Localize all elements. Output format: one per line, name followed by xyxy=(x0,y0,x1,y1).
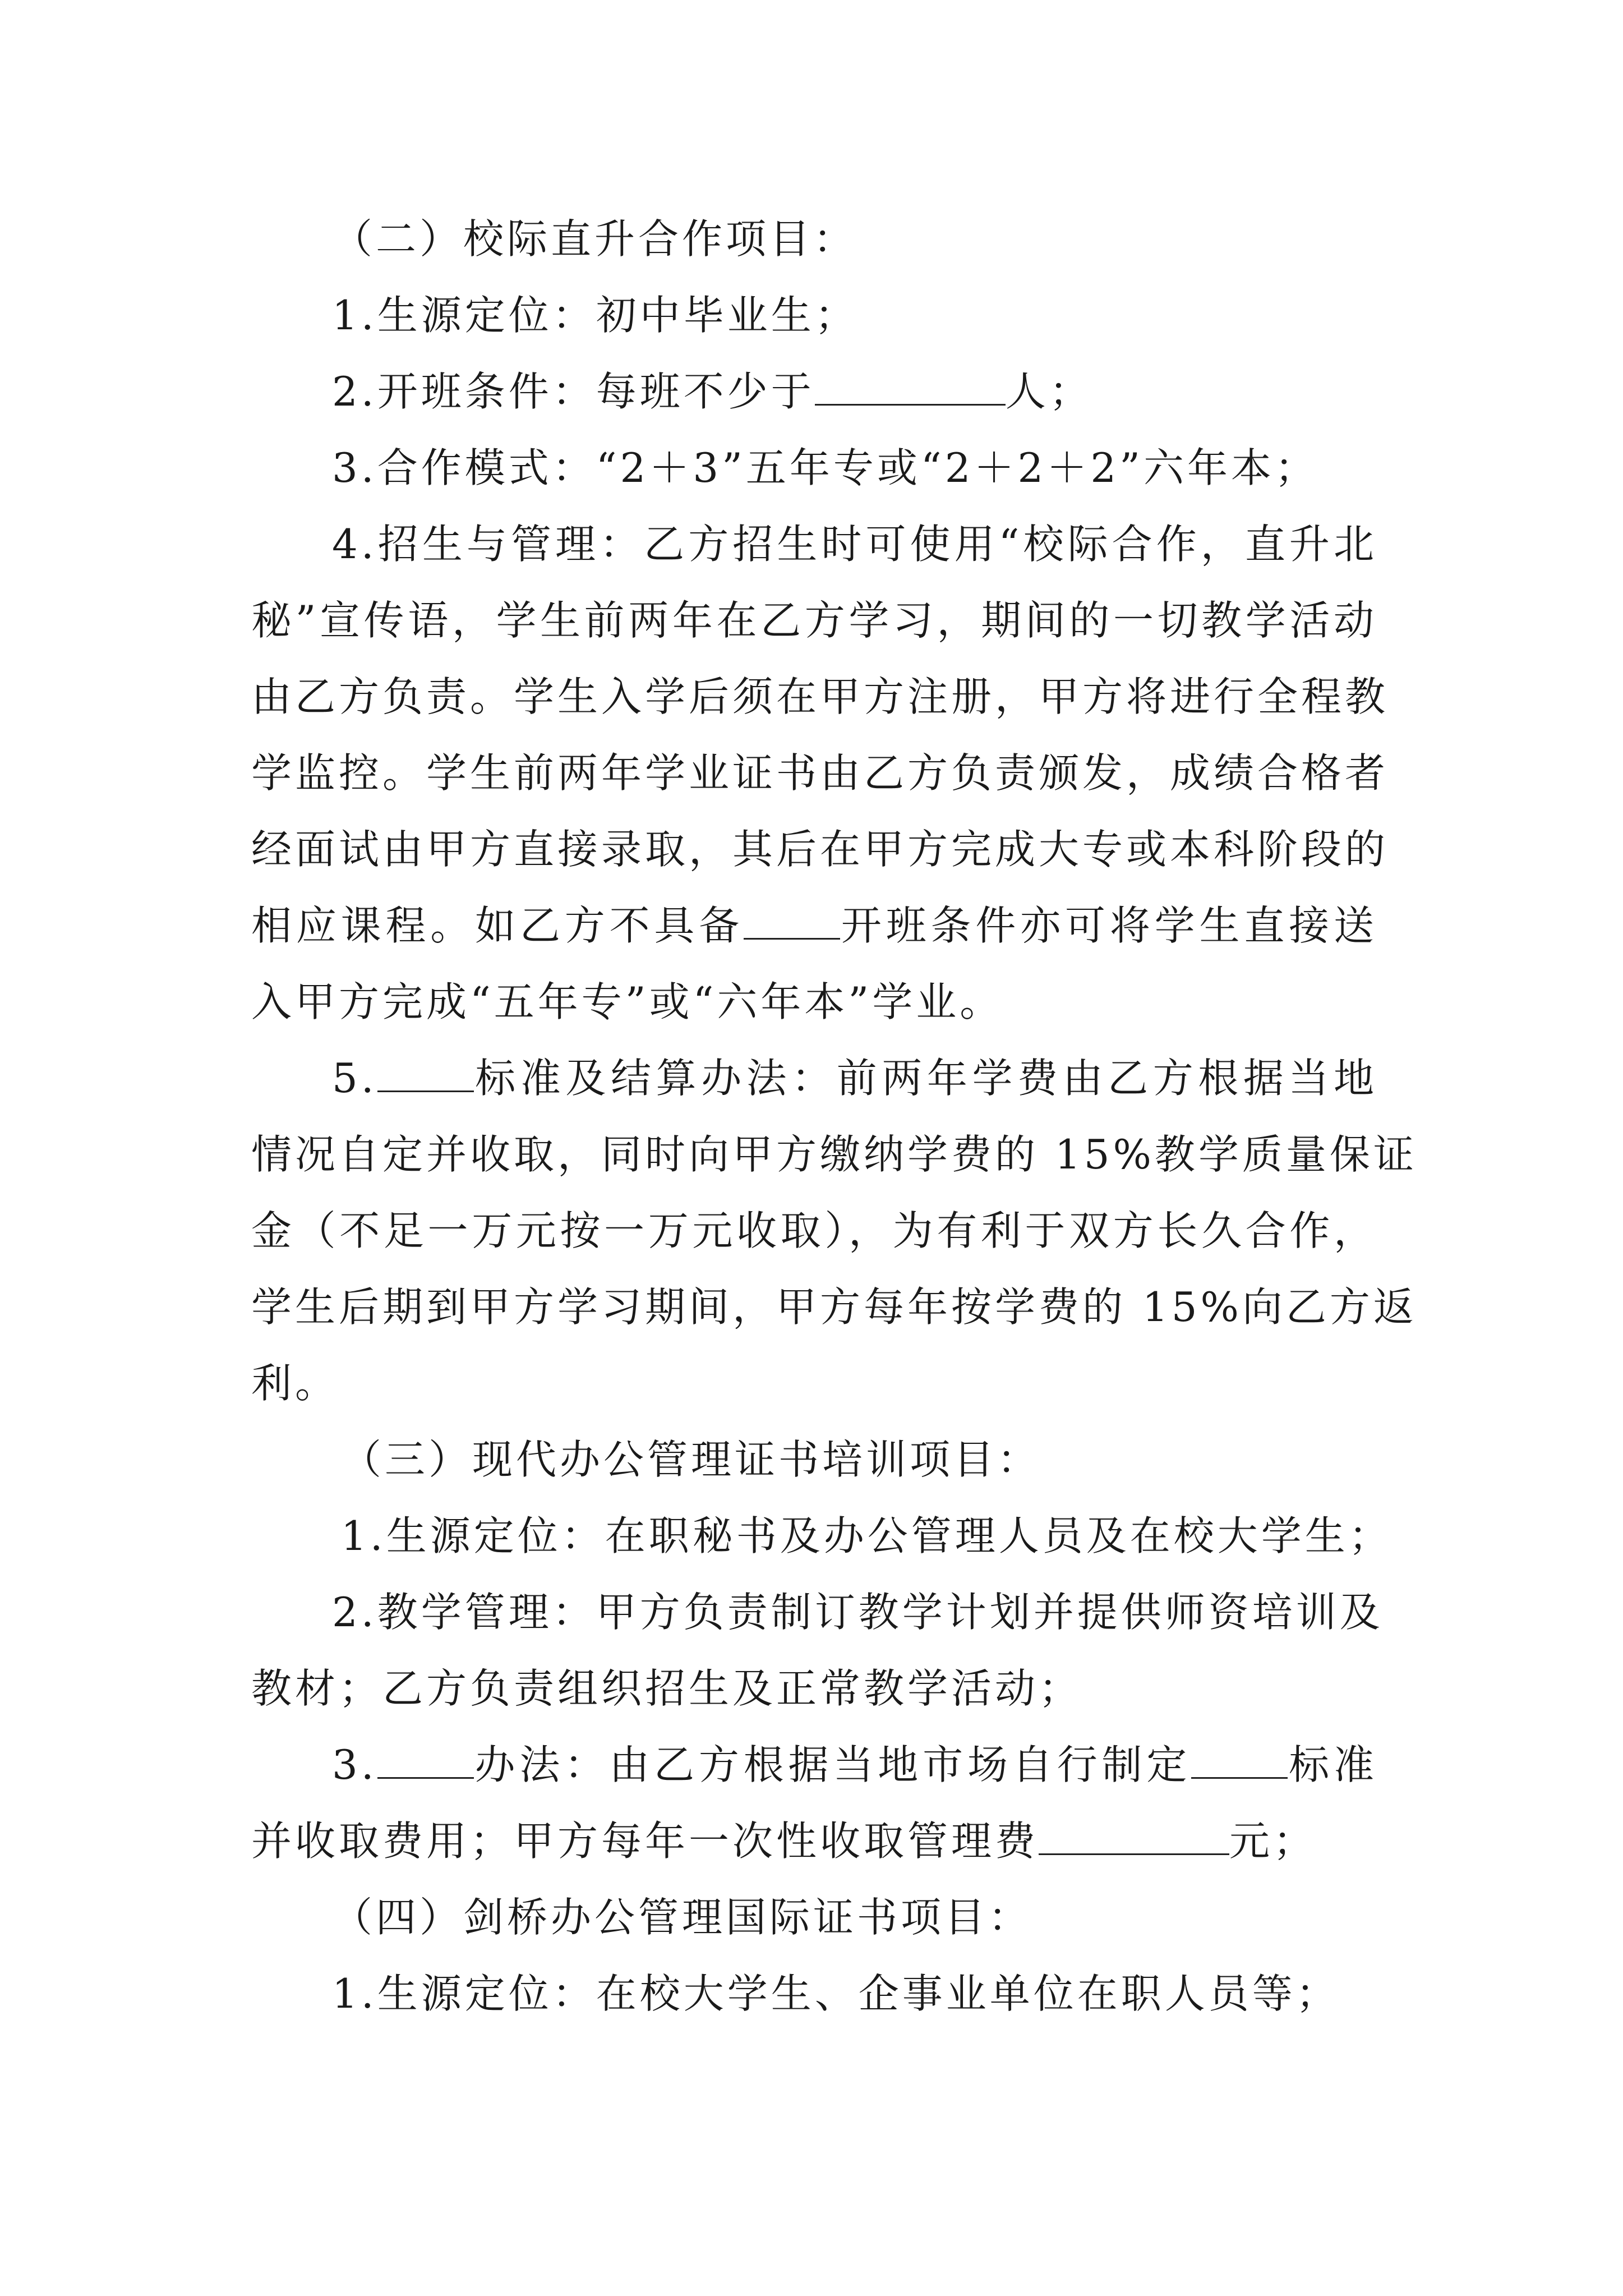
paragraph-line xyxy=(251,1269,1417,1345)
paragraph-text: 入甲方完成“五年专”或“六年本”学业。 xyxy=(251,978,1004,1025)
list-item-text: 1.生源定位：在职秘书及办公管理人员及在校大学生； xyxy=(341,1512,1393,1559)
section-heading-2 xyxy=(251,201,1377,277)
list-item-text: 人； xyxy=(1005,368,1093,415)
section-heading-4 xyxy=(251,1879,1377,1955)
paragraph-text: 金（不足一万元按一万元收取），为有利于双方长久合作， xyxy=(251,1207,1377,1254)
fill-blank[interactable] xyxy=(1039,1820,1229,1855)
list-item-text: 1.生源定位：初中毕业生； xyxy=(332,292,859,339)
paragraph-text: 办法：由乙方根据当地市场自行制定 xyxy=(473,1741,1192,1788)
document-page xyxy=(251,201,1417,2032)
list-item xyxy=(251,1955,1377,2032)
paragraph-text: 相应课程。如乙方不具备 xyxy=(251,902,744,949)
paragraph-line xyxy=(251,811,1389,887)
paragraph-text: 经面试由甲方直接录取，其后在甲方完成大专或本科阶段的 xyxy=(251,826,1389,873)
fill-blank[interactable] xyxy=(815,370,1006,406)
list-item xyxy=(251,353,1377,430)
paragraph-text: 并收取费用；甲方每年一次性收取管理费 xyxy=(251,1818,1039,1865)
paragraph-text: 利。 xyxy=(251,1360,339,1407)
list-item-text: 3.合作模式：“2＋3”五年专或“2＋2＋2”六年本； xyxy=(332,444,1318,491)
paragraph-text: 开班条件亦可将学生直接送 xyxy=(840,902,1377,949)
list-item-text: 1.生源定位：在校大学生、企事业单位在职人员等； xyxy=(332,1970,1340,2017)
paragraph-text: 标准及结算办法：前两年学费由乙方根据当地 xyxy=(473,1055,1377,1102)
fill-blank[interactable] xyxy=(744,904,840,940)
paragraph-text: 元； xyxy=(1229,1818,1317,1865)
section-heading-3 xyxy=(251,1421,1377,1498)
paragraph-line xyxy=(251,1574,1384,1650)
paragraph-text: 秘”宣传语，学生前两年在乙方学习，期间的一切教学活动 xyxy=(251,597,1377,644)
paragraph-line xyxy=(251,1040,1377,1116)
paragraph-text: 2.教学管理：甲方负责制订教学计划并提供师资培训及 xyxy=(332,1589,1384,1636)
paragraph-line xyxy=(251,1650,1377,1727)
fill-blank[interactable] xyxy=(1191,1743,1288,1779)
list-item xyxy=(251,277,1377,353)
paragraph-line xyxy=(251,887,1377,964)
paragraph-line xyxy=(251,659,1389,735)
paragraph-line xyxy=(251,964,1377,1040)
paragraph-line xyxy=(251,1345,1377,1421)
list-item-text: 2.开班条件：每班不少于 xyxy=(332,368,815,415)
paragraph-text: 教材；乙方负责组织招生及正常教学活动； xyxy=(251,1665,1083,1712)
fill-blank[interactable] xyxy=(377,1743,474,1779)
paragraph-text: 情况自定并收取，同时向甲方缴纳学费的 15%教学质量保证 xyxy=(251,1131,1417,1178)
paragraph-line xyxy=(251,582,1377,659)
paragraph-text: 由乙方负责。学生入学后须在甲方注册，甲方将进行全程教 xyxy=(251,673,1389,720)
paragraph-text: 学监控。学生前两年学业证书由乙方负责颁发，成绩合格者 xyxy=(251,749,1389,797)
paragraph-text: 5. xyxy=(332,1055,377,1102)
paragraph-line xyxy=(251,1116,1417,1193)
paragraph-line xyxy=(251,506,1377,582)
paragraph-line xyxy=(251,1193,1377,1269)
paragraph-text: 学生后期到甲方学习期间，甲方每年按学费的 15%向乙方返 xyxy=(251,1283,1417,1331)
section-heading-text: （二）校际直升合作项目： xyxy=(332,215,857,263)
paragraph-text: 标准 xyxy=(1288,1741,1377,1788)
paragraph-line xyxy=(251,735,1389,811)
list-item xyxy=(251,1498,1393,1574)
paragraph-line xyxy=(251,1727,1377,1803)
section-heading-text: （四）剑桥办公管理国际证书项目： xyxy=(332,1894,1032,1941)
fill-blank[interactable] xyxy=(377,1057,474,1092)
list-item xyxy=(251,430,1377,506)
paragraph-text: 4.招生与管理：乙方招生时可使用“校际合作，直升北 xyxy=(332,521,1377,568)
paragraph-line xyxy=(251,1803,1377,1879)
paragraph-text: 3. xyxy=(332,1741,377,1788)
section-heading-text: （三）现代办公管理证书培训项目： xyxy=(341,1436,1041,1483)
